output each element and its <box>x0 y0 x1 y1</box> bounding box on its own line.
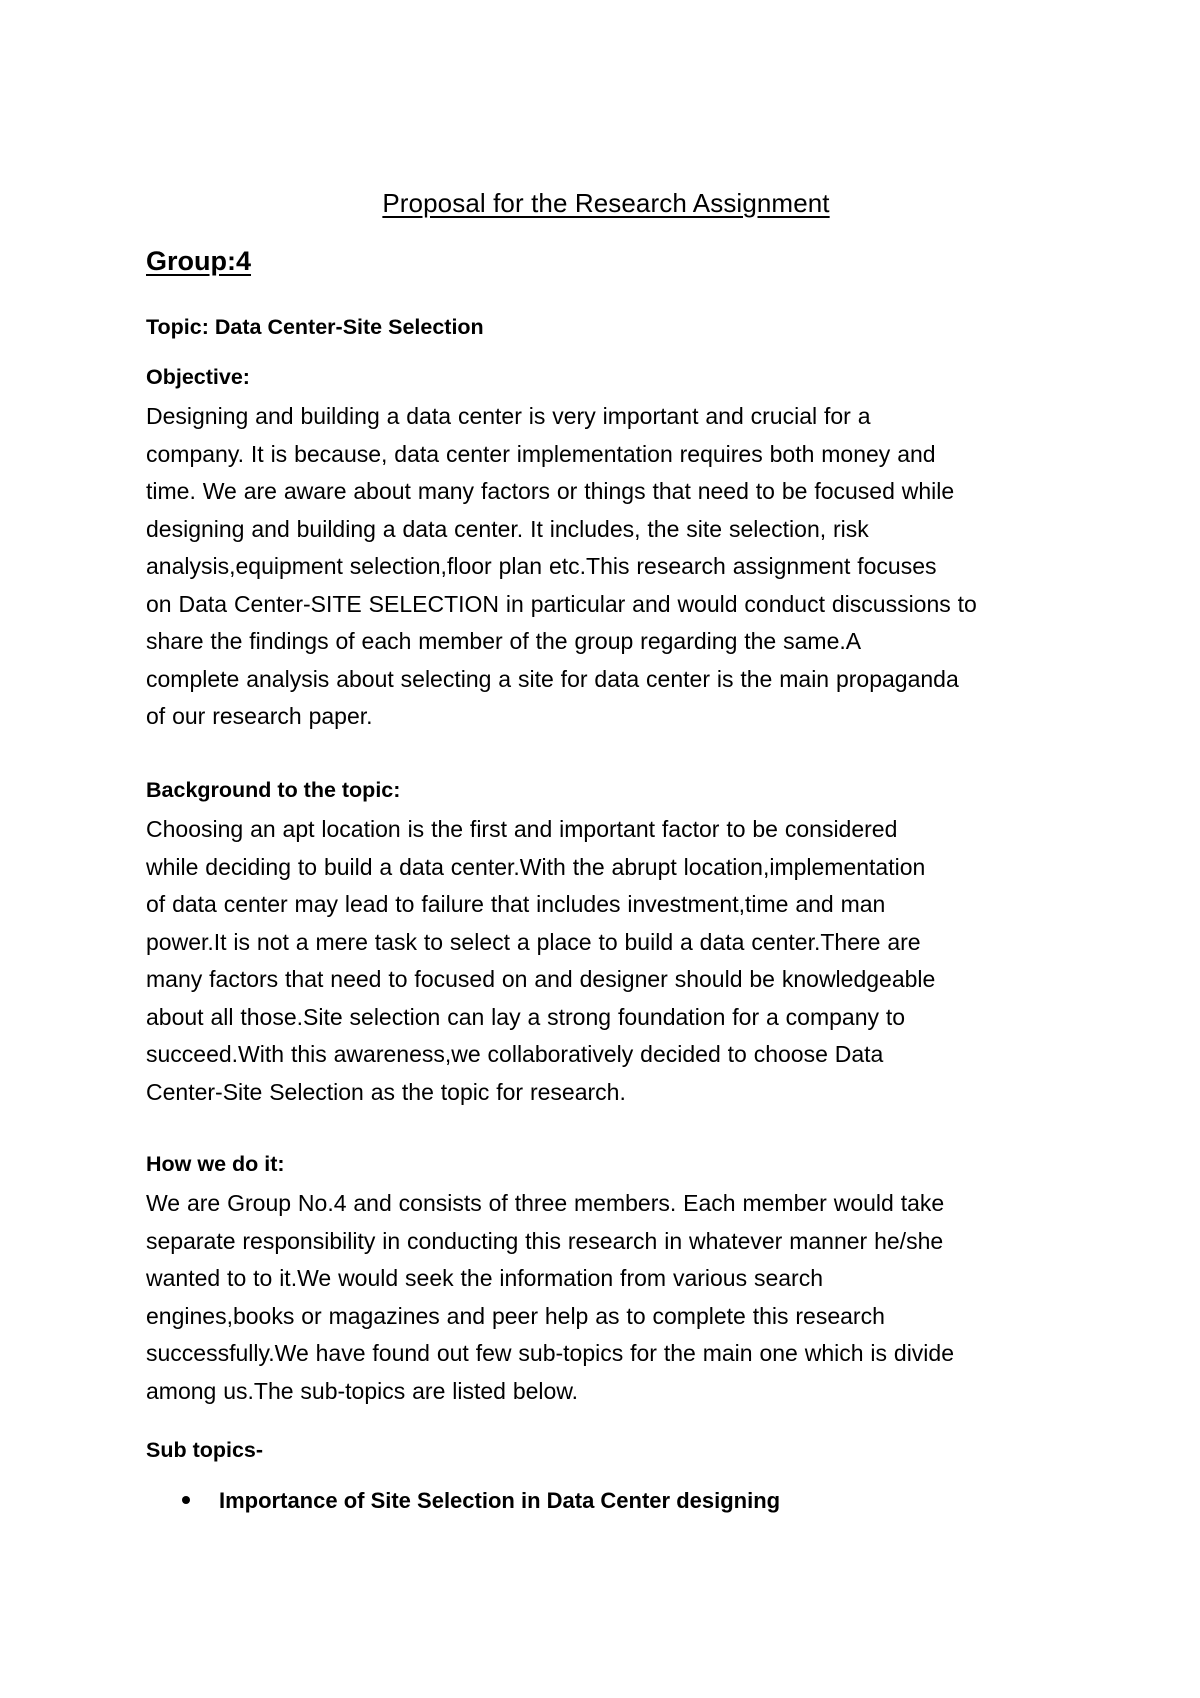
how-line: wanted to to it.We would seek the information from various search <box>146 1265 824 1291</box>
objective-line: Designing and building a data center is very important and crucial for a <box>146 403 871 429</box>
background-line: many factors that need to focused on and designer should be knowledgeable <box>146 966 936 992</box>
background-line: while deciding to build a data center.With the abrupt location,implementation <box>146 853 926 880</box>
background-heading: Background to the topic: <box>146 778 401 802</box>
how-line: among us.The sub-topics are listed below. <box>146 1377 579 1404</box>
subtopic-item <box>146 1486 780 1516</box>
how-line: successfully.We have found out few sub-topics for the main one which is divide <box>146 1340 955 1366</box>
topic-line: Topic: Data Center-Site Selection <box>146 315 484 339</box>
background-line: Center-Site Selection as the topic for research. <box>146 1078 626 1105</box>
objective-line: company. It is because, data center implementation requires both money and <box>146 440 936 467</box>
how-line: separate responsibility in conducting this research in whatever manner he/she <box>146 1227 944 1254</box>
objective-line: time. We are aware about many factors or things that need to be focused while <box>146 478 955 504</box>
objective-line: share the findings of each member of the group regarding the same.A <box>146 628 862 654</box>
background-line: power.It is not a mere task to select a place to build a data center.There are <box>146 928 921 955</box>
objective-line: complete analysis about selecting a site for data center is the main propaganda <box>146 665 959 692</box>
background-line: Choosing an apt location is the first and important factor to be considered <box>146 816 898 842</box>
objective-line: of our research paper. <box>146 703 373 729</box>
objective-line: on Data Center-SITE SELECTION in particular and would conduct discussions to <box>146 590 977 617</box>
subtopic-label: Importance of Site Selection in Data Center designing <box>219 1488 781 1513</box>
background-paragraph <box>146 811 1066 1111</box>
how-line: engines,books or magazines and peer help as to complete this research <box>146 1302 885 1329</box>
background-line: of data center may lead to failure that includes investment,time and man <box>146 891 886 917</box>
bullet-icon <box>182 1496 190 1504</box>
how-heading: How we do it: <box>146 1152 285 1176</box>
subtopics-list <box>146 1486 780 1516</box>
how-paragraph <box>146 1185 1066 1410</box>
background-line: about all those.Site selection can lay a strong foundation for a company to <box>146 1003 906 1030</box>
objective-paragraph <box>146 398 1066 736</box>
background-line: succeed.With this awareness,we collaboratively decided to choose Data <box>146 1041 884 1067</box>
document-title: Proposal for the Research Assignment <box>382 188 830 218</box>
objective-line: analysis,equipment selection,floor plan etc.This research assignment focuses <box>146 553 937 579</box>
subtopics-heading: Sub topics- <box>146 1438 264 1462</box>
how-line: We are Group No.4 and consists of three members. Each member would take <box>146 1190 945 1216</box>
objective-heading: Objective: <box>146 365 250 389</box>
group-heading: Group:4 <box>146 246 251 276</box>
objective-line: designing and building a data center. It includes, the site selection, risk <box>146 515 869 542</box>
